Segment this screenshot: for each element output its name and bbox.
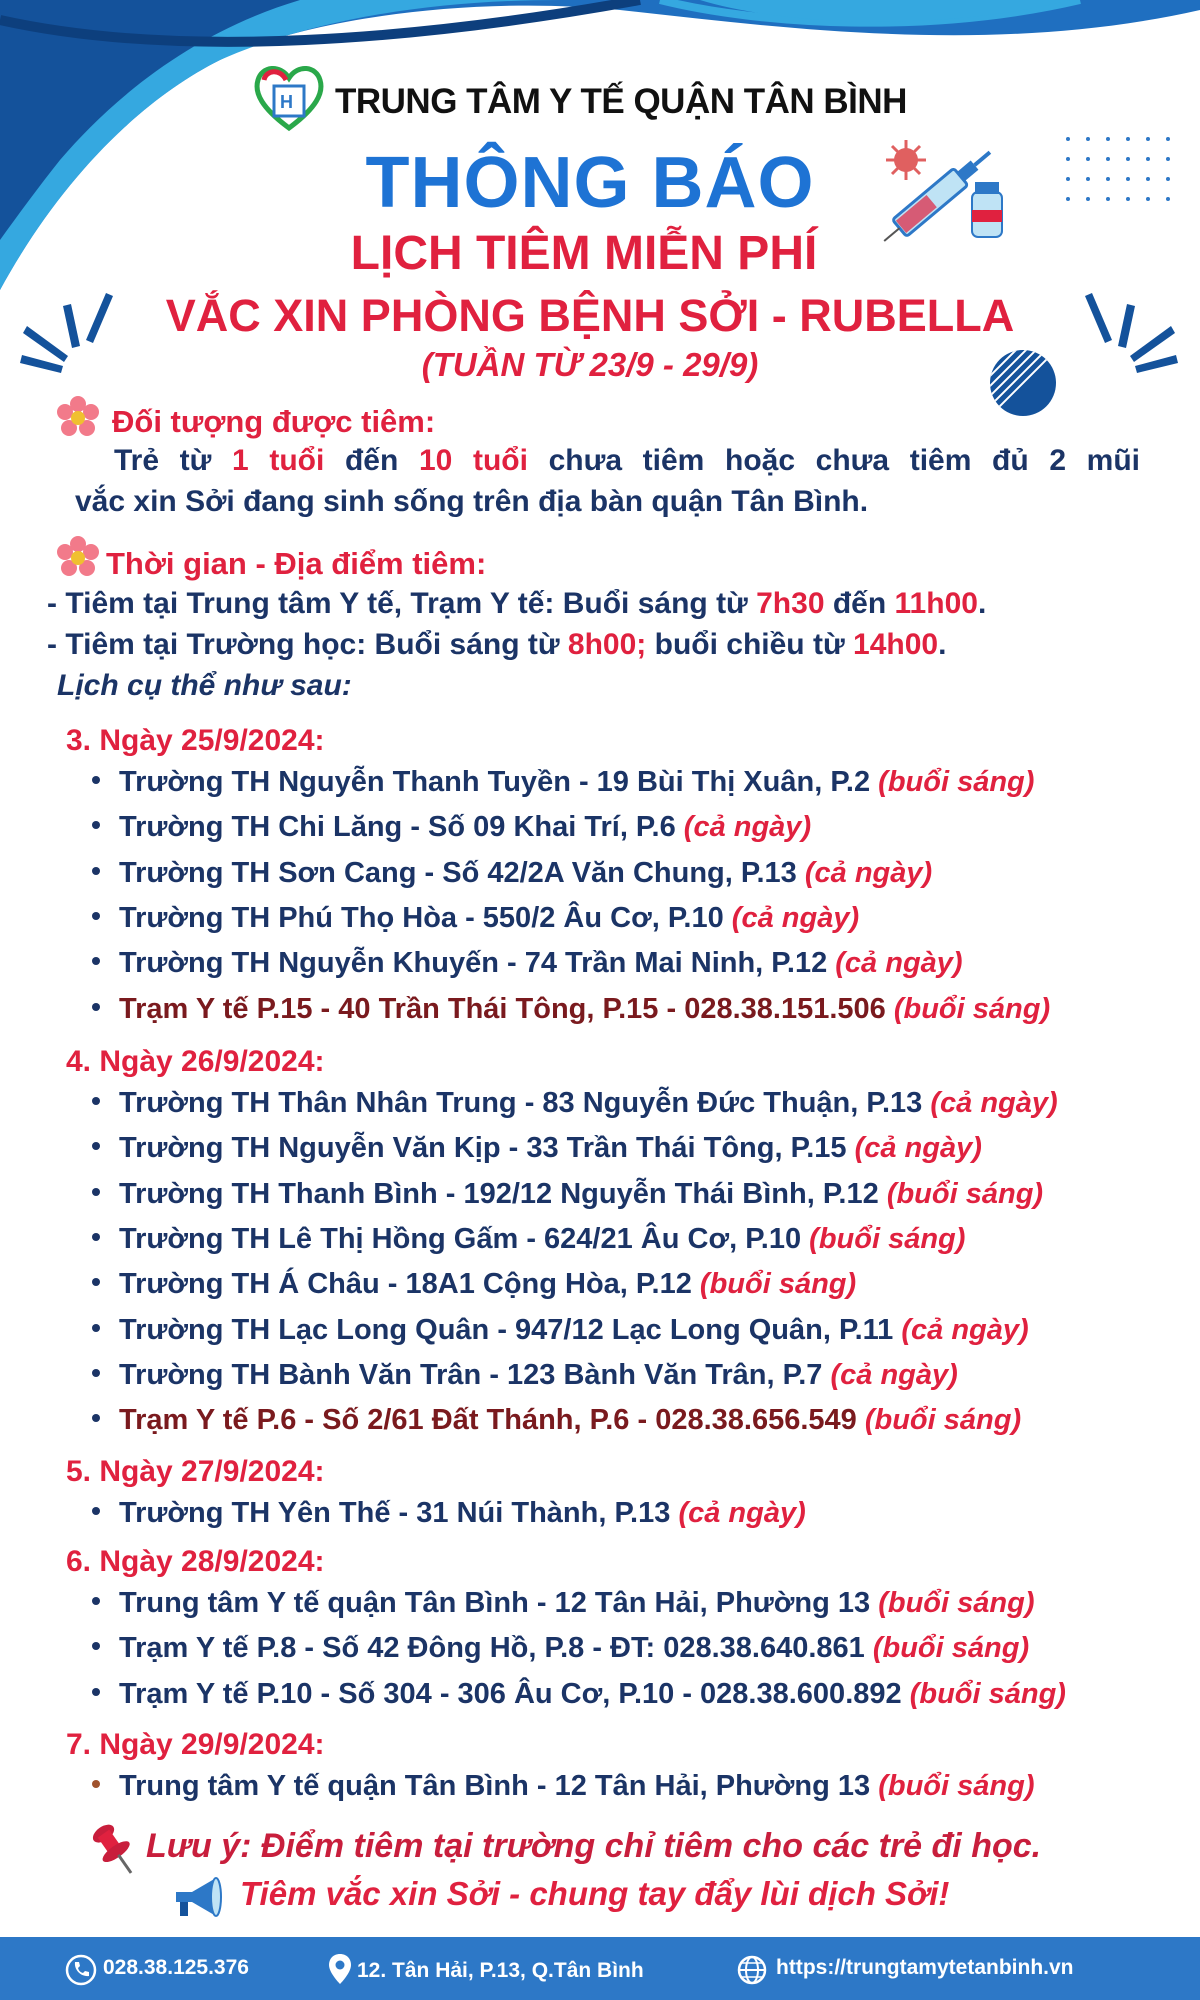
bullet-icon xyxy=(92,1142,100,1150)
bullet-icon xyxy=(92,776,100,784)
bullet-icon xyxy=(92,821,100,829)
day-heading: 5. Ngày 27/9/2024: xyxy=(66,1455,325,1488)
session-tag: (buổi sáng) xyxy=(909,1678,1066,1710)
target-text-3: chưa tiêm hoặc chưa tiêm đủ 2 mũi xyxy=(527,444,1140,477)
list-item xyxy=(92,1268,856,1301)
bullet-icon xyxy=(92,1369,100,1377)
target-text-1: Trẻ từ xyxy=(114,444,233,477)
list-item xyxy=(92,1178,1043,1211)
footer-phone[interactable]: 028.38.125.376 xyxy=(103,1956,249,1979)
flower-icon xyxy=(55,395,101,441)
list-item xyxy=(92,902,859,935)
pushpin-icon xyxy=(90,1820,140,1880)
session-tag: (cả ngày) xyxy=(930,1087,1058,1119)
location-text: Trường TH Nguyễn Khuyến - 74 Trần Mai Ninh, P.12 xyxy=(119,947,836,979)
location-text: Trường TH Bành Văn Trân - 123 Bành Văn Trân, P.7 xyxy=(119,1359,831,1391)
bullet-icon xyxy=(92,1097,100,1105)
notice-title: THÔNG BÁO xyxy=(365,143,815,223)
time-place-heading: Thời gian - Địa điểm tiêm: xyxy=(106,546,487,581)
session-tag: (cả ngày) xyxy=(731,902,860,934)
time-line-2: - Tiêm tại Trường học: Buổi sáng từ 8h00; buổi chiều từ 14h00. xyxy=(47,628,947,661)
bullet-icon xyxy=(92,1278,100,1286)
bullet-icon xyxy=(92,867,100,875)
target-text-line2: vắc xin Sởi đang sinh sống trên địa bàn quận Tân Bình. xyxy=(75,485,869,518)
session-tag: (buổi sáng) xyxy=(886,1178,1044,1210)
session-tag: (buổi sáng) xyxy=(864,1404,1022,1436)
slogan-text: Tiêm vắc xin Sởi - chung tay đẩy lùi dịch Sởi! xyxy=(240,1875,950,1912)
location-text: Trường TH Yên Thế - 31 Núi Thành, P.13 xyxy=(119,1497,679,1529)
organization-name: TRUNG TÂM Y TẾ QUẬN TÂN BÌNH xyxy=(335,82,907,121)
list-item xyxy=(92,1632,1029,1665)
note-text: Lưu ý: Điểm tiêm tại trường chỉ tiêm cho các trẻ đi học. xyxy=(146,1827,1042,1865)
list-item xyxy=(92,1678,1066,1711)
target-heading: Đối tượng được tiêm: xyxy=(112,404,436,439)
vaccine-title: VẮC XIN PHÒNG BỆNH SỞI - RUBELLA xyxy=(165,290,1015,341)
bullet-icon xyxy=(92,1507,100,1515)
list-item xyxy=(92,857,932,890)
target-text-2: đến xyxy=(324,444,419,477)
phone-icon xyxy=(65,1954,97,1986)
list-item xyxy=(92,1314,1029,1347)
list-item xyxy=(92,947,963,980)
week-range: (TUẦN TỪ 23/9 - 29/9) xyxy=(421,346,759,383)
list-item xyxy=(92,1223,965,1256)
megaphone-icon xyxy=(170,1872,226,1922)
location-text: Trạm Y tế P.15 - 40 Trần Thái Tông, P.15 - 028.38.151.506 xyxy=(119,993,894,1025)
session-tag: (buổi sáng) xyxy=(878,766,1035,798)
session-tag: (buổi sáng) xyxy=(893,993,1051,1025)
bullet-icon xyxy=(92,1597,100,1605)
list-item xyxy=(92,1770,1034,1803)
list-item xyxy=(92,1497,806,1530)
bullet-icon xyxy=(92,1414,100,1422)
bullet-icon xyxy=(92,912,100,920)
session-tag: (buổi sáng) xyxy=(878,1587,1035,1619)
bullet-icon xyxy=(92,957,100,965)
location-text: Trường TH Nguyễn Thanh Tuyền - 19 Bùi Thị Xuân, P.2 xyxy=(119,766,879,798)
location-text: Trạm Y tế P.10 - Số 304 - 306 Âu Cơ, P.10 - 028.38.600.892 xyxy=(119,1678,910,1710)
contact-footer xyxy=(0,1937,1200,2000)
bullet-icon xyxy=(92,1003,100,1011)
bullet-icon xyxy=(92,1642,100,1650)
list-item xyxy=(92,1404,1021,1437)
location-pin-icon xyxy=(328,1952,352,1986)
age-from: 1 tuổi xyxy=(232,444,325,477)
day-heading: 6. Ngày 28/9/2024: xyxy=(66,1545,325,1578)
location-text: Trung tâm Y tế quận Tân Bình - 12 Tân Hải, Phường 13 xyxy=(119,1587,879,1619)
session-tag: (cả ngày) xyxy=(683,811,812,843)
session-tag: (buổi sáng) xyxy=(809,1223,966,1255)
footer-website-link[interactable]: https://trungtamytetanbinh.vn xyxy=(776,1956,1074,1979)
session-tag: (cả ngày) xyxy=(854,1132,982,1164)
location-text: Trường TH Chi Lăng - Số 09 Khai Trí, P.6 xyxy=(119,811,684,843)
location-text: Trường TH Thân Nhân Trung - 83 Nguyễn Đức Thuận, P.13 xyxy=(119,1087,931,1119)
location-text: Trạm Y tế P.6 - Số 2/61 Đất Thánh, P.6 - 028.38.656.549 xyxy=(119,1404,865,1436)
schedule-title: LỊCH TIÊM MIỄN PHÍ xyxy=(350,227,818,280)
bullet-icon xyxy=(92,1780,100,1788)
day-heading: 7. Ngày 29/9/2024: xyxy=(66,1728,325,1761)
list-item xyxy=(92,1087,1058,1120)
list-item xyxy=(92,1359,958,1392)
location-text: Trường TH Nguyễn Văn Kịp - 33 Trần Thái Tông, P.15 xyxy=(119,1132,855,1164)
location-text: Trung tâm Y tế quận Tân Bình - 12 Tân Hải, Phường 13 xyxy=(119,1770,879,1802)
session-tag: (buổi sáng) xyxy=(699,1268,857,1300)
day-heading: 4. Ngày 26/9/2024: xyxy=(66,1045,325,1078)
location-text: Trường TH Lạc Long Quân - 947/12 Lạc Long Quân, P.11 xyxy=(119,1314,902,1346)
list-item xyxy=(92,766,1034,799)
location-text: Trường TH Lê Thị Hồng Gấm - 624/21 Âu Cơ, P.10 xyxy=(119,1223,810,1255)
flower-icon xyxy=(55,535,101,581)
bullet-icon xyxy=(92,1188,100,1196)
bullet-icon xyxy=(92,1233,100,1241)
bullet-icon xyxy=(92,1688,100,1696)
target-description xyxy=(75,440,1140,522)
location-text: Trường TH Phú Thọ Hòa - 550/2 Âu Cơ, P.10 xyxy=(119,902,732,934)
bullet-icon xyxy=(92,1324,100,1332)
location-text: Trường TH Thanh Bình - 192/12 Nguyễn Thái Bình, P.12 xyxy=(119,1178,887,1210)
list-item xyxy=(92,1587,1034,1620)
schedule-detail-label: Lịch cụ thể như sau: xyxy=(57,669,352,702)
age-to: 10 tuổi xyxy=(418,444,528,477)
session-tag: (cả ngày) xyxy=(901,1314,1029,1346)
location-text: Trường TH Sơn Cang - Số 42/2A Văn Chung, P.13 xyxy=(119,857,805,889)
session-tag: (cả ngày) xyxy=(835,947,963,979)
session-tag: (buổi sáng) xyxy=(872,1632,1030,1664)
session-tag: (cả ngày) xyxy=(804,857,933,889)
list-item xyxy=(92,811,811,844)
list-item xyxy=(92,993,1050,1026)
footer-address: 12. Tân Hải, P.13, Q.Tân Bình xyxy=(357,1959,644,1982)
time-line-1: - Tiêm tại Trung tâm Y tế, Trạm Y tế: Buổi sáng từ 7h30 đến 11h00. xyxy=(47,587,987,620)
session-tag: (cả ngày) xyxy=(830,1359,958,1391)
session-tag: (buổi sáng) xyxy=(878,1770,1035,1802)
health-center-logo xyxy=(252,58,327,133)
day-heading: 3. Ngày 25/9/2024: xyxy=(66,724,325,757)
location-text: Trường TH Á Châu - 18A1 Cộng Hòa, P.12 xyxy=(119,1268,700,1300)
list-item xyxy=(92,1132,982,1165)
svg-text:H: H xyxy=(280,92,293,112)
location-text: Trạm Y tế P.8 - Số 42 Đông Hồ, P.8 - ĐT: 028.38.640.861 xyxy=(119,1632,873,1664)
session-tag: (cả ngày) xyxy=(678,1497,806,1529)
globe-icon xyxy=(736,1954,768,1986)
